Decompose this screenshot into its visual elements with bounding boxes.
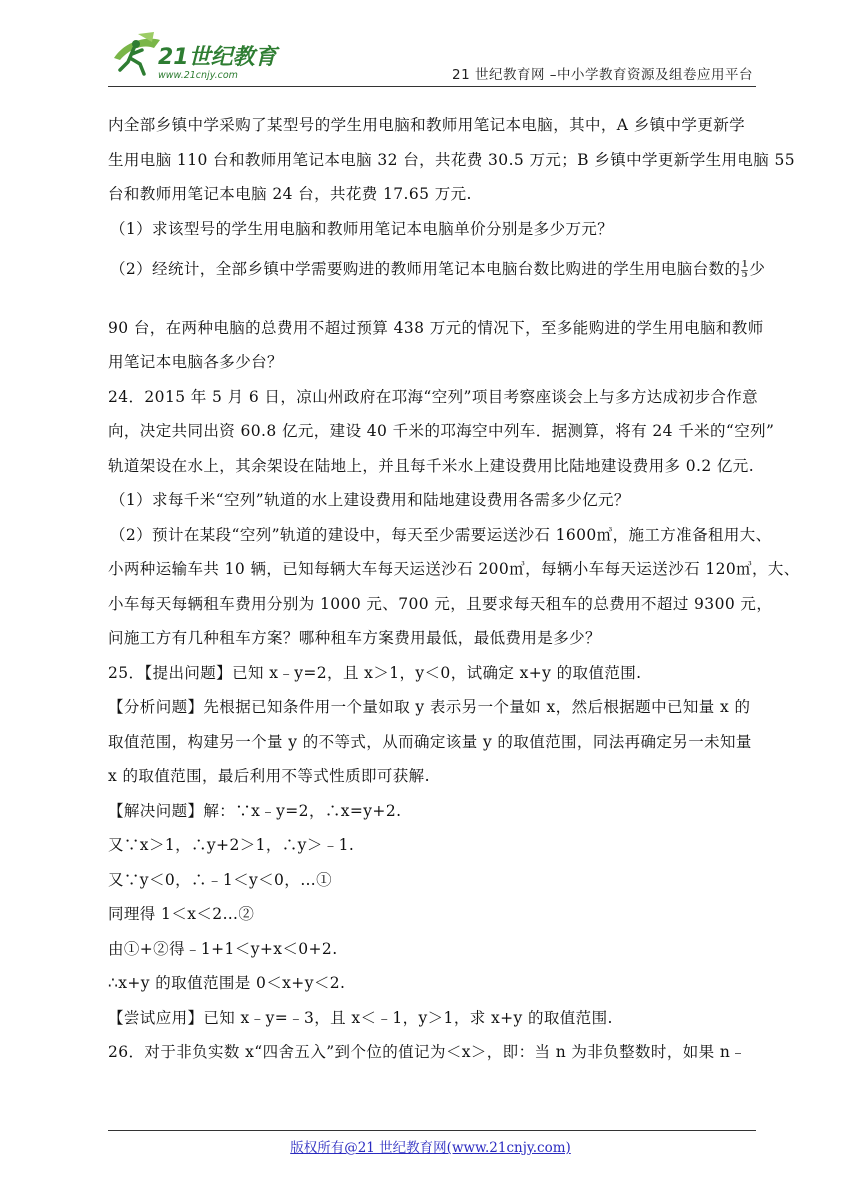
text-line: 24．2015 年 5 月 6 日，凉山州政府在邛海“空列”项目考察座谈会上与多方达成初步合作意 <box>108 387 759 406</box>
text-line: 又∵y＜0，∴﹣1＜y＜0，…① <box>108 870 332 889</box>
text-line: 向，决定共同出资 60.8 亿元，建设 40 千米的邛海空中列车．据测算，将有 24 千米的“空列” <box>108 422 775 440</box>
header-title: 21 世纪教育网 –中小学教育资源及组卷应用平台 <box>451 67 753 83</box>
fraction-denominator: 5 <box>741 269 749 280</box>
text-line: 轨道架设在水上，其余架设在陆地上，并且每千米水上建设费用比陆地建设费用多 0.2 亿元. <box>108 456 755 475</box>
text-line: （1）求每千米“空列”轨道的水上建设费用和陆地建设费用各需多少亿元？ <box>110 491 630 509</box>
text-line: 25．【提出问题】已知 x﹣y=2，且 x＞1，y＜0，试确定 x+y 的取值范围. <box>108 663 642 682</box>
text-line: 小两种运输车共 10 辆，已知每辆大车每天运送沙石 200㎥，每辆小车每天运送沙石 120㎥，大、 <box>108 560 800 578</box>
text-line-with-fraction <box>108 252 766 287</box>
text-line: 小车每天每辆租车费用分别为 1000 元、700 元，且要求每天租车的总费用不超过 9300 元， <box>108 594 773 613</box>
svg-text:21世纪教育: 21世纪教育 <box>158 45 277 70</box>
text-line: 内全部乡镇中学采购了某型号的学生用电脑和教师用笔记本电脑，其中，A 乡镇中学更新学 <box>108 116 746 134</box>
text-segment: 少 <box>749 260 766 278</box>
text-line: 取值范围，构建另一个量 y 的不等式，从而确定该量 y 的取值范围，同法再确定另一未知量 <box>108 732 752 751</box>
fraction <box>741 261 748 280</box>
header-divider <box>108 86 756 87</box>
text-segment: （2）经统计，全部乡镇中学需要购进的教师用笔记本电脑台数比购进的学生用电脑台数的 <box>110 260 741 278</box>
text-line: 生用电脑 110 台和教师用笔记本电脑 32 台，共花费 30.5 万元；B 乡镇中学更新学生用电脑 55 <box>108 150 796 169</box>
text-line: 问施工方有几种租车方案？哪种租车方案费用最低，最低费用是多少？ <box>108 629 601 647</box>
fraction-numerator: 1 <box>741 259 749 270</box>
text-line: ∴x+y 的取值范围是 0＜x+y＜2. <box>108 974 346 992</box>
page-header <box>0 0 861 92</box>
logo-icon <box>108 30 288 86</box>
text-line: 【尝试应用】已知 x﹣y=﹣3，且 x＜﹣1，y＞1，求 x+y 的取值范围. <box>108 1008 613 1027</box>
text-line: 90 台，在两种电脑的总费用不超过预算 438 万元的情况下，至多能购进的学生用电脑和教师 <box>108 318 764 337</box>
footer-copyright-link[interactable]: 版权所有@21 世纪教育网(www.21cnjy.com) <box>290 1140 571 1156</box>
text-line: 又∵x＞1，∴y+2＞1，∴y＞﹣1. <box>108 836 355 854</box>
text-line: 26．对于非负实数 x“四舍五入”到个位的值记为＜x＞，即：当 n 为非负整数时，如果 n﹣ <box>108 1043 747 1061</box>
text-line: （1）求该型号的学生用电脑和教师用笔记本电脑单价分别是多少万元？ <box>110 219 614 238</box>
text-line: 台和教师用笔记本电脑 24 台，共花费 17.65 万元. <box>108 185 472 203</box>
text-line: （2）预计在某段“空列”轨道的建设中，每天至少需要运送沙石 1600㎥，施工方准备租用大、 <box>110 525 772 544</box>
text-line: 用笔记本电脑各多少台？ <box>108 353 283 371</box>
text-line: 由①+②得﹣1+1＜y+x＜0+2. <box>108 939 338 958</box>
text-line: 【解决问题】解：∵x﹣y=2，∴x=y+2. <box>108 801 402 820</box>
svg-text:www.21cnjy.com: www.21cnjy.com <box>158 70 238 81</box>
text-line: 同理得 1＜x＜2…② <box>108 905 255 923</box>
text-line: 【分析问题】先根据已知条件用一个量如取 y 表示另一个量如 x，然后根据题中已知量 x 的 <box>108 698 751 716</box>
footer-divider <box>108 1130 756 1131</box>
spacer <box>108 287 756 311</box>
text-line: x 的取值范围，最后利用不等式性质即可获解. <box>108 767 430 785</box>
document-body <box>108 108 800 1070</box>
